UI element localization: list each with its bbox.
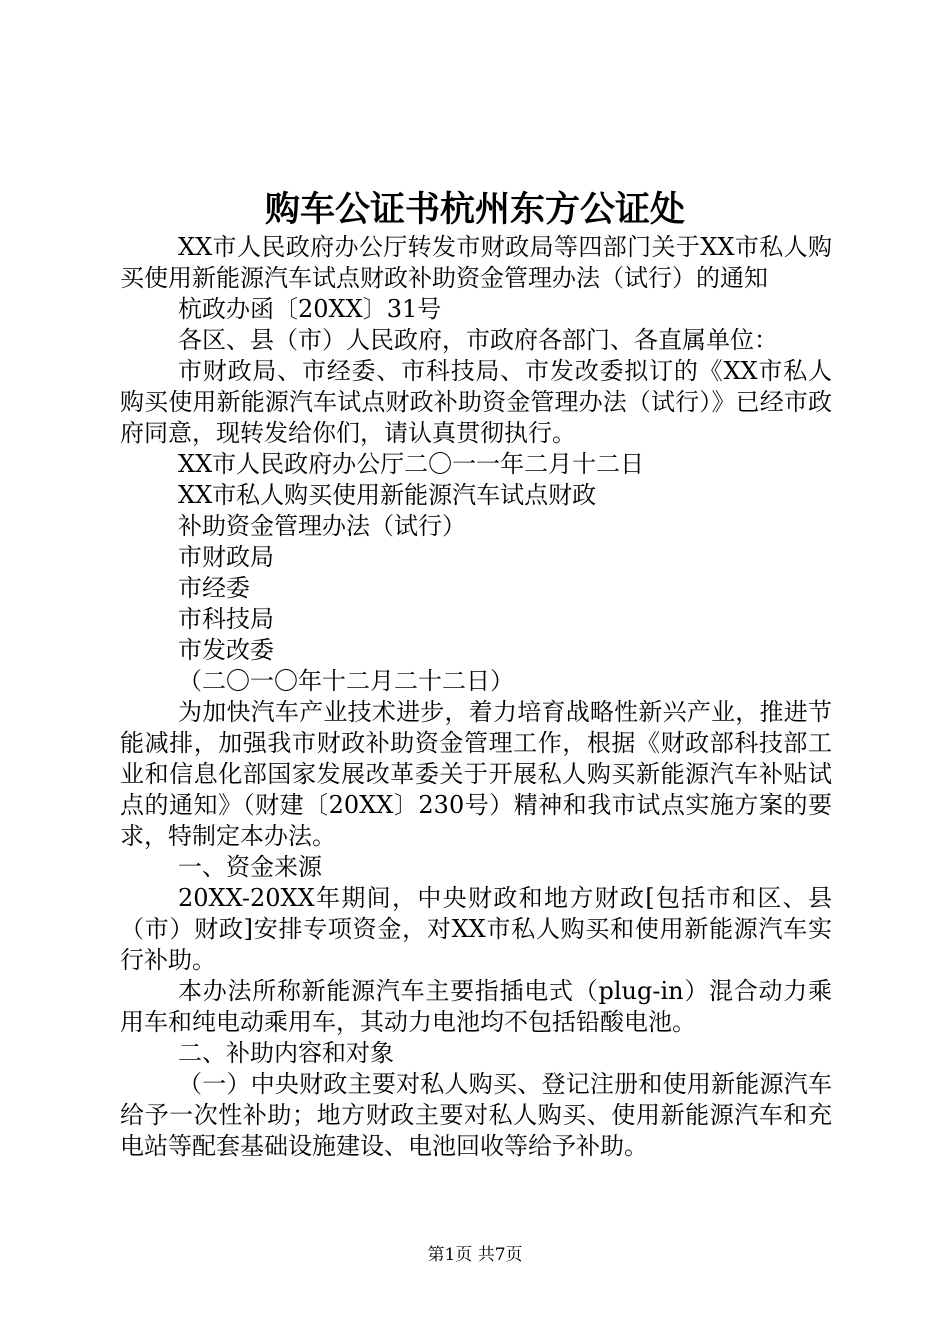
funding-paragraph: 20XX-20XX年期间，中央财政和地方财政[包括市和区、县（市）财政]安排专项资金，对XX市私人购买和使用新能源汽车实行补助。 [120,884,832,974]
section-heading-subsidy: 二、补助内容和对象 [178,1039,394,1067]
definition-paragraph: 本办法所称新能源汽车主要指插电式（plug-in）混合动力乘用车和纯电动乘用车，其动力电池均不包括铅酸电池。 [120,977,832,1036]
document-number: 杭政办函〔20XX〕31号 [178,295,442,323]
issuer-date-line: XX市人民政府办公厅二〇一一年二月十二日 [178,450,645,478]
measures-title-line-1: XX市私人购买使用新能源汽车试点财政 [178,481,597,509]
purpose-paragraph: 为加快汽车产业技术进步，着力培育战略性新兴产业，推进节能减排，加强我市财政补助资金管理工作，根据《财政部科技部工业和信息化部国家发展改革委关于开展私人购买新能源汽车补贴试点的通知》（财建〔20XX〕230号）精神和我市试点实施方案的要求，特制定本办法。 [120,698,832,850]
department-finance: 市财政局 [178,543,274,571]
department-science: 市科技局 [178,605,274,633]
subsidy-paragraph: （一）中央财政主要对私人购买、登记注册和使用新能源汽车给予一次性补助；地方财政主要对私人购买、使用新能源汽车和充电站等配套基础设施建设、电池回收等给予补助。 [120,1070,832,1160]
forwarding-paragraph: 市财政局、市经委、市科技局、市发改委拟订的《XX市私人购买使用新能源汽车试点财政补助资金管理办法（试行）》已经市政府同意，现转发给你们，请认真贯彻执行。 [120,357,832,447]
department-economic: 市经委 [178,574,250,602]
page-footer: 第1页 共7页 [427,1245,523,1265]
notice-heading-paragraph: XX市人民政府办公厅转发市财政局等四部门关于XX市私人购买使用新能源汽车试点财政补助资金管理办法（试行）的通知 [120,233,832,292]
document-title: 购车公证书杭州东方公证处 [264,189,685,230]
section-heading-funding: 一、资金来源 [178,853,322,881]
addressee-line: 各区、县（市）人民政府，市政府各部门、各直属单位： [178,326,778,354]
measures-title-line-2: 补助资金管理办法（试行） [178,512,466,540]
department-development: 市发改委 [178,636,274,664]
measures-date: （二〇一〇年十二月二十二日） [178,667,514,695]
document-body [120,232,832,1162]
